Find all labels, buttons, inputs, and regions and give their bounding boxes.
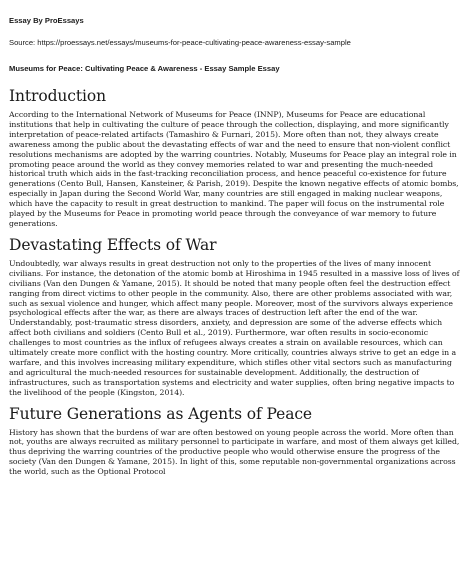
brand-title: Essay By ProEssays xyxy=(9,16,84,25)
section-heading: Future Generations as Agents of Peace xyxy=(9,404,313,423)
section-heading: Introduction xyxy=(9,87,106,105)
section-body: History has shown that the burdens of war are often bestowed on young people across the world. More often than not, youths are always recruited as military personnel to participate in warfare, and most of them always get killed, thus depriving the warring countries of the productive people who would otherwise ensure the progress of the society (Van den Dungen & Yamane, 2015). In light of this, some reputable non-governmental organizations across the world, such as the Optional Protocol xyxy=(9,427,460,477)
section-devastating-effects xyxy=(9,236,465,398)
section-heading: Devastating Effects of War xyxy=(9,235,217,254)
source-link[interactable]: https://proessays.net/essays/museums-for-peace-cultivating-peace-awareness-essay-sample xyxy=(37,38,351,47)
document-title: Museums for Peace: Cultivating Peace & Awareness - Essay Sample Essay xyxy=(9,64,280,73)
source-label: Source: xyxy=(9,38,36,47)
section-body: According to the International Network of Museums for Peace (INNP), Museums for Peace are educational institutions that help in cultivating the culture of peace through the collection, displaying, and more significantly interpretation of peace-related artifacts (Tamashiro & Furnari, 2015). More often than not, they always create awareness among the public about the devastating effects of war and the need to ensure that non-violent conflict resolutions mechanisms are adopted by the warring countries. Notably, Museums for Peace play an integral role in promoting peace around the world as they convey memories related to war and presenting the much-needed historical truth which aids in the fast-tracking reconciliation process, and hence peaceful co-existence for future generations (Cento Bull, Hansen, Kansteiner, & Parish, 2019). Despite the known negative effects of atomic bombs, especially in Japan during the Second World War, many countries are still engaged in making nuclear weapons, which have the capacity to result in great destruction to mankind. The paper will focus on the instrumental role played by the Museums for Peace in promoting world peace through the conveyance of war memory to future generations. xyxy=(9,110,459,228)
section-body: Undoubtedly, war always results in great destruction not only to the properties of the lives of many innocent civilians. For instance, the detonation of the atomic bomb at Hiroshima in 1945 resulted in a massive loss of lives of civilians (Van den Dungen & Yamane, 2015). It should be noted that many people often feel the destruction effect ranging from direct victims to other people in the community. Also, there are other problems associated with war, such as sexual violence and hunger, which affect many people. Moreover, most of the survivors always experience psychological effects after the war, as there are always traces of destruction left after the end of the war. Understandably, post-traumatic stress disorders, anxiety, and depression are some of the adverse effects which affect both civilians and soldiers (Cento Bull et al., 2019). Furthermore, war often results in socio-economic challenges to most countries as the influx of refugees always creates a strain on available resources, which can ultimately create more conflict with the hosting country. More critically, countries always strive to get an edge in a warfare, and this involves increasing military expenditure, which stifles other vital sectors such as manufacturing and agricultural the much-needed resources for sustainable development. Additionally, the destruction of infrastructures, such as transportation systems and electricity and water supplies, often bring negative impacts to the livelihood of the people (Kingston, 2014). xyxy=(9,258,460,397)
section-introduction xyxy=(9,87,465,229)
source-line xyxy=(9,38,465,47)
section-future-generations xyxy=(9,405,465,478)
